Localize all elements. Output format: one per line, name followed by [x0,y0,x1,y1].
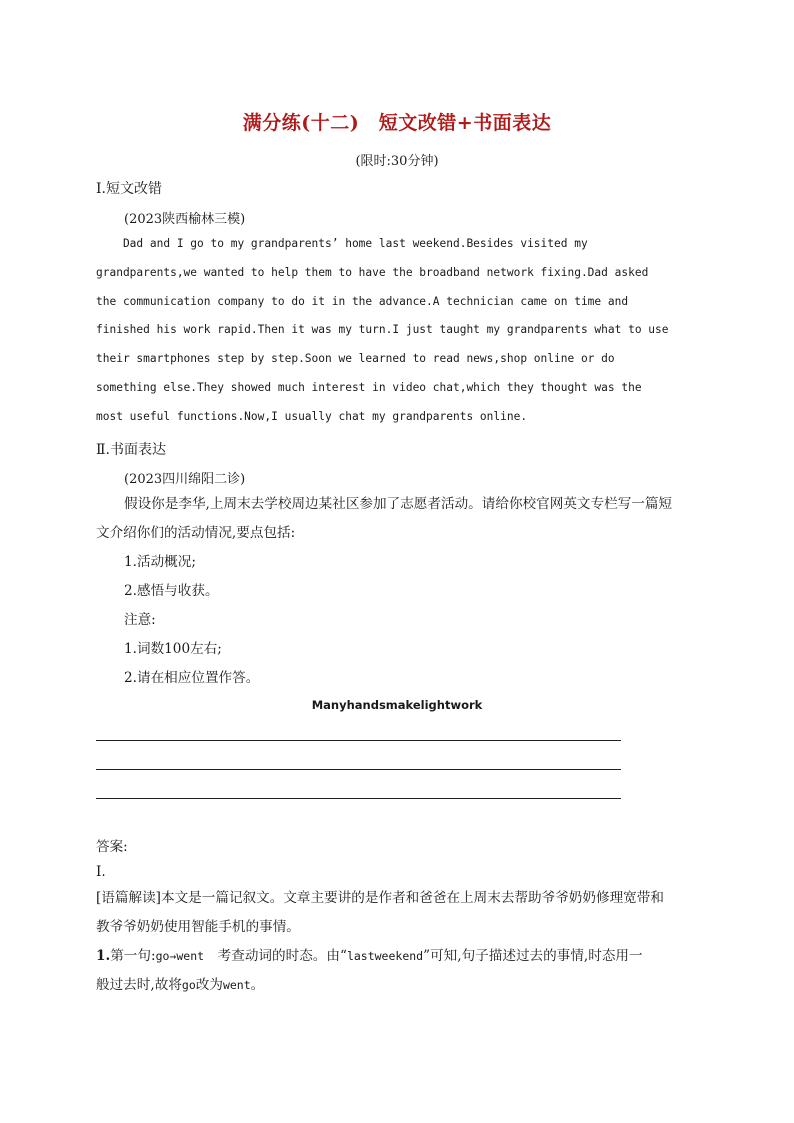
section1-source: (2023陕西榆林三模) [124,212,246,227]
passage-line: grandparents,we wanted to help them to have the broadband network fixing.Dad asked [96,265,649,279]
note-item: 2.请在相应位置作答。 [124,670,260,686]
word-code: went [222,978,251,992]
writing-prompt [96,490,692,693]
item-text: 考查动词的时态。由“ [204,948,347,964]
answers-content [96,884,694,1000]
prompt-line: 假设你是李华,上周末去学校周边某社区参加了志愿者活动。请给你校官网英文专栏写一篇短 [124,496,673,512]
time-limit: (限时:30分钟) [355,154,439,169]
passage-line: finished his work rapid.Then it was my turn.I just taught my grandparents what to use [96,323,669,337]
section2-source: (2023四川绵阳二诊) [124,472,246,487]
passage-line: the communication company to do it in the advance.A technician came on time and [96,294,629,308]
quoted-phrase: lastweekend [346,949,424,963]
section1-heading: Ⅰ.短文改错 [96,181,162,197]
word-code: go [181,978,196,992]
item-text: 。 [250,977,265,993]
answer-line [96,798,621,799]
answer-item-1-cont [96,971,694,1000]
correction-code: go→went [155,949,205,963]
section2-heading: Ⅱ.书面表达 [96,442,166,458]
item-text: ”可知,句子描述过去的事情,时态用一 [423,948,643,964]
answers-label: 答案: [96,839,128,855]
passage-line: something else.They showed much interest in video chat,which they thought was the [96,380,642,394]
prompt-point: 1.活动概况; [124,554,196,570]
passage-line: Dad and I go to my grandparents’ home last weekend.Besides visited my [96,237,588,250]
item-number: 1. [96,948,111,964]
prompt-line: 文介绍你们的活动情况,要点包括: [96,525,296,541]
passage-line: most useful functions.Now,I usually chat my grandparents online. [96,409,528,423]
note-item: 1.词数100左右; [124,641,222,657]
error-correction-passage [96,230,696,432]
essay-title: Manyhandsmakelightwork [311,698,483,712]
passage-line: their smartphones step by step.Soon we learned to read news,shop online or do [96,352,615,366]
page-title: 满分练(十二) 短文改错+书面表达 [242,112,552,134]
item-text: 改为 [195,977,223,993]
summary-line: 教爷爷奶奶使用智能手机的事情。 [96,919,300,935]
notes-label: 注意: [124,612,156,628]
summary-line: [语篇解读]本文是一篇记叙文。文章主要讲的是作者和爸爸在上周末去帮助爷爷奶奶修理宽带和 [96,890,664,906]
answers-part-label: Ⅰ. [96,864,106,880]
item-text: 第一句: [110,948,156,964]
answer-line [96,769,621,770]
prompt-point: 2.感悟与收获。 [124,583,219,599]
item-text: 般过去时,故将 [96,977,182,993]
answer-line [96,740,621,741]
answer-item-1 [96,942,694,971]
